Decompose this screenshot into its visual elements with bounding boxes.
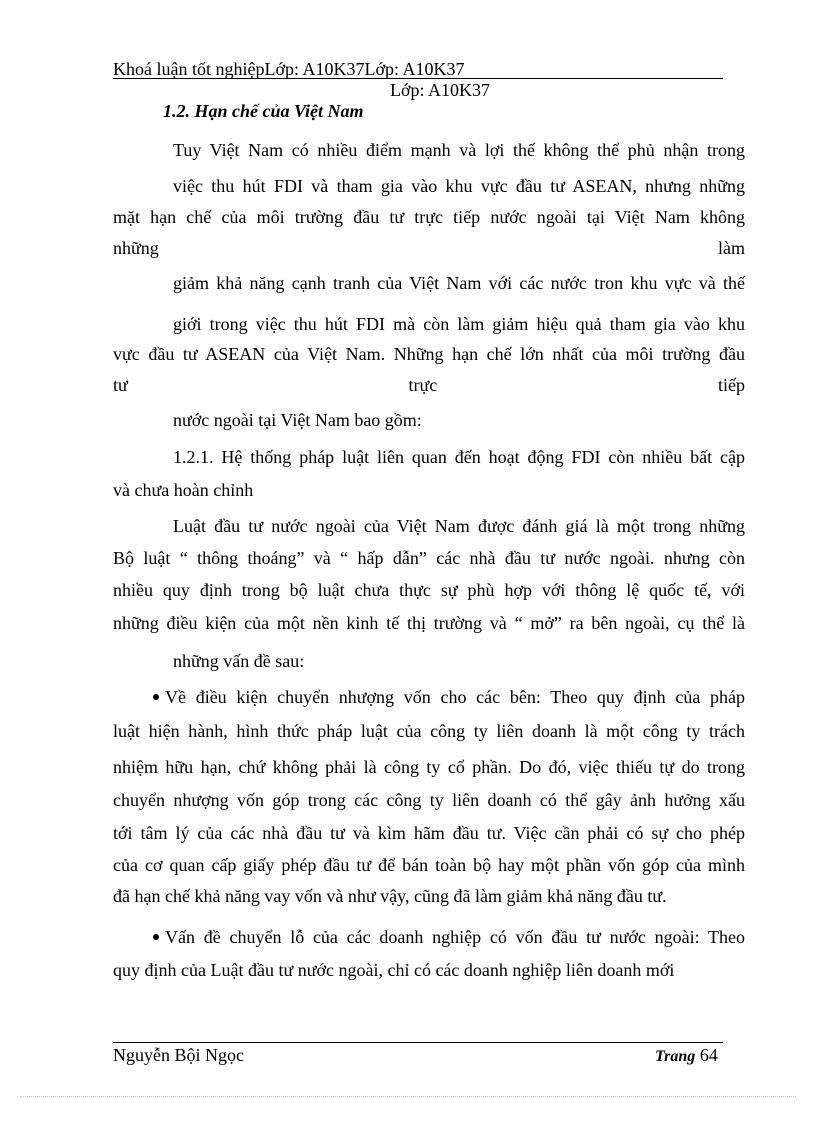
- text-line-spread: [113, 374, 745, 396]
- text-line: việc thu hút FDI và tham gia vào khu vực đầu tư ASEAN, nhưng những: [173, 176, 745, 196]
- text-line: nhiều quy định trong bộ luật chưa thực sự phù hợp với thông lệ quốc tế, với: [113, 580, 745, 600]
- text-line: tới tâm lý của các nhà đầu tư và kìm hãm đầu tư. Việc cần phải có sự cho phép: [113, 823, 745, 843]
- bullet-item: [153, 926, 745, 948]
- word: những: [113, 238, 159, 258]
- text-line: Tuy Việt Nam có nhiều điểm mạnh và lợi thế không thể phủ nhận trong: [173, 140, 745, 160]
- subsection-heading: và chưa hoàn chỉnh: [113, 480, 254, 500]
- text-line: chuyển nhượng vốn góp trong các công ty liên doanh có thể gây ảnh hưởng xấu: [113, 790, 745, 810]
- text-line: nước ngoài tại Việt Nam bao gồm:: [173, 410, 422, 430]
- bullet-icon: [153, 694, 159, 700]
- text-line: nhiệm hữu hạn, chứ không phải là công ty cổ phần. Do đó, việc thiếu tự do trong: [113, 757, 745, 777]
- text-line: luật hiện hành, hình thức pháp luật của công ty liên doanh là một công ty trách: [113, 721, 745, 741]
- page-label: Trang: [655, 1048, 696, 1065]
- page-edge: [20, 1096, 796, 1097]
- text-line: quy định của Luật đầu tư nước ngoài, chỉ có các doanh nghiệp liên doanh mới: [113, 960, 675, 980]
- word: tư: [113, 375, 128, 395]
- text-line-spread: [113, 237, 745, 259]
- header-class: Lớp: A10K37: [390, 80, 491, 100]
- text-line: những vấn đề sau:: [173, 651, 305, 671]
- footer-author: Nguyễn Bội Ngọc: [113, 1045, 244, 1065]
- text-line: Bộ luật “ thông thoáng” và “ hấp dẫn” các nhà đầu tư nước ngoài. nhưng còn: [113, 548, 745, 568]
- text-line: Luật đầu tư nước ngoài của Việt Nam được đánh giá là một trong những: [173, 516, 745, 536]
- footer-page: [655, 1045, 718, 1066]
- text-line: giới trong việc thu hút FDI mà còn làm giảm hiệu quả tham gia vào khu: [173, 314, 745, 334]
- bullet-icon: [153, 934, 159, 940]
- subsection-heading: 1.2.1. Hệ thống pháp luật liên quan đến hoạt động FDI còn nhiều bất cập: [173, 447, 745, 467]
- bullet-text: Về điều kiện chuyển nhượng vốn cho các bên: Theo quy định của pháp: [165, 687, 745, 707]
- text-line: của cơ quan cấp giấy phép đầu tư để bán toàn bộ hay một phần vốn góp của mình: [113, 855, 745, 875]
- text-line: đã hạn chế khả năng vay vốn và như vậy, cũng đã làm giảm khả năng đầu tư.: [113, 886, 667, 906]
- word: làm: [718, 238, 745, 258]
- text-line: mặt hạn chế của môi trường đầu tư trực tiếp nước ngoài tại Việt Nam không: [113, 207, 745, 227]
- bullet-item: [153, 686, 745, 708]
- page-number: 64: [699, 1045, 718, 1065]
- word: trực: [408, 375, 438, 395]
- text-line: giảm khả năng cạnh tranh của Việt Nam với các nước tron khu vực và thế: [173, 273, 745, 293]
- text-line: những điều kiện của một nền kinh tế thị trường và “ mở” ra bên ngoài, cụ thể là: [113, 613, 745, 633]
- section-title: 1.2. Hạn chế của Việt Nam: [163, 101, 364, 121]
- word: tiếp: [717, 375, 745, 395]
- footer-divider: [113, 1042, 723, 1043]
- bullet-text: Vấn đề chuyển lỗ của các doanh nghiệp có vốn đầu tư nước ngoài: Theo: [165, 927, 745, 947]
- header-title: Khoá luận tốt nghiệpLớp: A10K37Lớp: A10K37: [113, 59, 465, 79]
- text-line: vực đầu tư ASEAN của Việt Nam. Những hạn chế lớn nhất của môi trường đầu: [113, 344, 745, 364]
